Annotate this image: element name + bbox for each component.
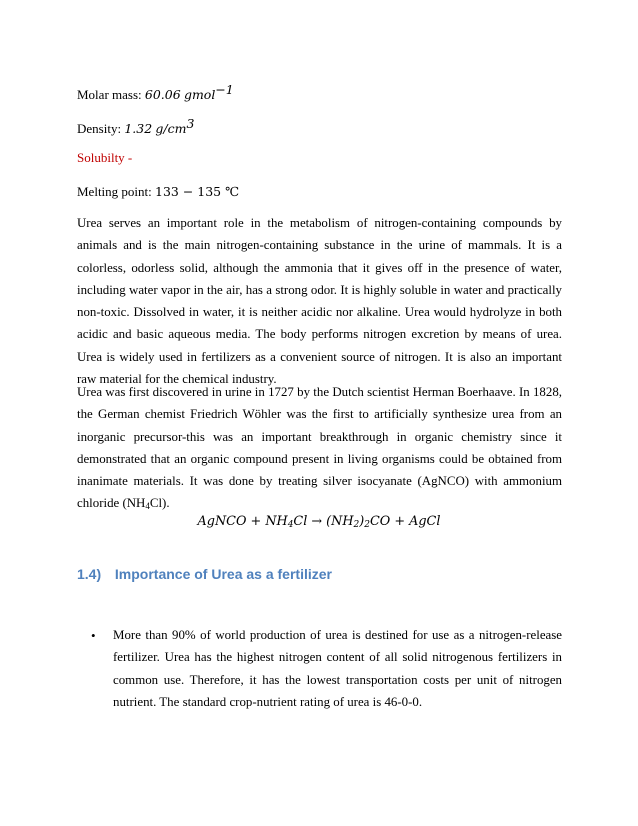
paragraph-history-text: Urea was first discovered in urine in 1727 by the Dutch scientist Herman Boerhaave. In 1828, the German chemist Friedrich Wöhler was the first to artificially synthesize urea from an inorganic precursor-this was an important breakthrough in organic chemistry since it demonstrated that an organic compound present in living organisms could be obtained from inanimate materials. It was done by treating silver isocyanate (AgNCO) with ammonium chloride (NH [77, 385, 562, 511]
melting-point-value: 133 − 135 ℃ [155, 184, 240, 199]
bullet-marker: • [91, 628, 96, 643]
paragraph-urea-role: Urea serves an important role in the metabolism of nitrogen-containing compounds by animals and is the main nitrogen-containing substance in the urine of mammals. It is a colorless, odorless solid, although the ammonia that it gives off in the presence of water, including water vapor in the air, has a strong odor. It is highly soluble in water and practically non-toxic. Dissolved in water, it is neither acidic nor alkaline. Urea would hydrolyze in both acidic and basic aqueous media. The body performs nitrogen excretion by means of urea. Urea is widely used in fertilizers as a convenient source of nitrogen. It is also an important raw material for the chemical industry. [77, 216, 562, 387]
molar-mass-unit: gmol [183, 87, 216, 102]
equation-right-tail: CO + AgCl [369, 514, 441, 529]
solubility-line: Solubilty - [77, 150, 133, 165]
equation-right-mid: ) [359, 514, 365, 529]
section-heading [77, 566, 332, 582]
bullet-item: More than 90% of world production of urea is destined for use as a nitrogen-release fertilizer. Urea has the highest nitrogen content of all solid nitrogenous fertilizers in common use. Therefore, it has the lowest transportation costs per unit of nitrogen nutrient. The standard crop-nutrient rating of urea is 46-0-0. [113, 628, 562, 709]
molar-mass-line [77, 82, 234, 103]
density-line [77, 116, 194, 137]
paragraph-history-subscript: 4 [145, 501, 150, 512]
molar-mass-exponent: −1 [215, 82, 234, 97]
section-title: Importance of Urea as a fertilizer [114, 566, 332, 582]
melting-point-line [77, 184, 239, 200]
molar-mass-value: 60.06 [144, 87, 181, 102]
density-label: Density: [77, 121, 125, 136]
density-unit: g/cm [155, 121, 187, 136]
density-exponent: 3 [186, 116, 195, 131]
equation-right-sub: 2 [353, 520, 360, 530]
paragraph-urea-history [77, 381, 562, 518]
molar-mass-label: Molar mass: [77, 87, 145, 102]
equation-left-tail: Cl → (NH [293, 514, 354, 529]
melting-point-label: Melting point: [77, 184, 155, 199]
equation-left-sub: 4 [287, 520, 294, 530]
equation-right-sub2: 2 [364, 520, 370, 530]
section-number: 1.4) [77, 566, 102, 582]
density-value: 1.32 [124, 121, 153, 136]
equation-left: AgNCO + NH [197, 514, 288, 529]
paragraph-history-tail: Cl). [149, 496, 170, 511]
synthesis-equation [0, 514, 638, 530]
